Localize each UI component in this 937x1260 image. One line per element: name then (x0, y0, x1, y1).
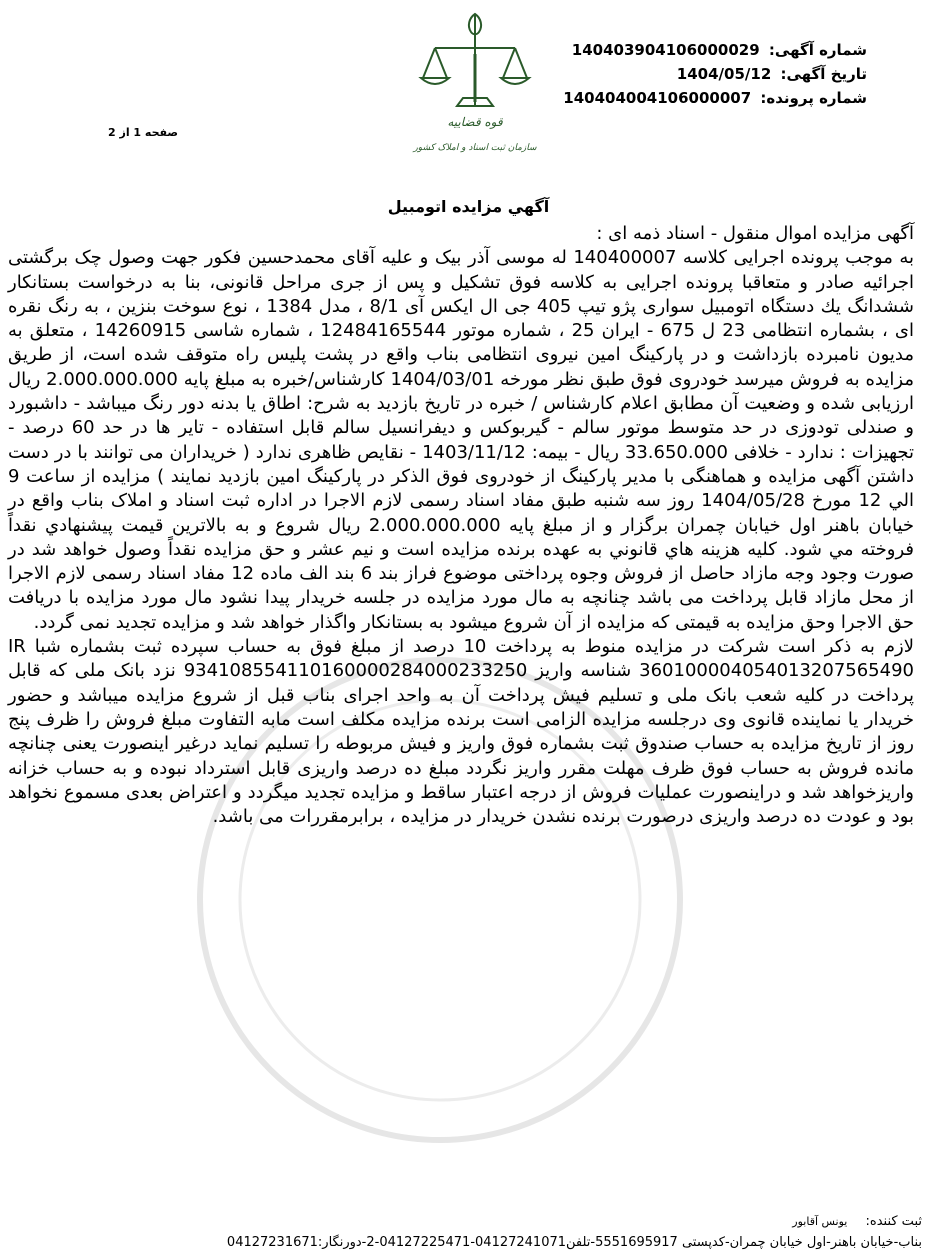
ad-date-row (567, 62, 867, 86)
notice-paragraph-1: به موجب پرونده اجرایی کلاسه 140400007 له موسی آذر بیک و علیه آقای محمدحسین فکور جهت وصول چک برگشتی اجرائیه صادر و متعاقبا پرونده اجرایی به کلاسه فوق تشکیل و پس از جری مراحل قانونی، بنا به درخواست بستانکار ششدانگ یك دستگاه اتومبیل سواری پژو تیپ 405 جی ال ایکس آی 8/1 ، مدل 1384 ، نوع سوخت بنزین ، به رنگ نقره ای ، بشماره انتظامی 23 ل 675 - ایران 25 ، شماره موتور 12484165544 ، شماره شاسی 14260915 ، متعلق به مدیون نامبرده بازداشت و در پارکینگ امین نیروی انتظامی بناب واقع در پشت پلیس راه متوقف شده است، از طریق مزایده به فروش میرسد خودروی فوق طبق نظر مورخه 1404/03/01 کارشناس/خبره به مبلغ پایه 2.000.000.000 ریال ارزیابی شده و وضعیت آن مطابق اعلام کارشناس / خبره در تاریخ بازدید به شرح: اطاق یا بدنه دور رنگ میباشد - داشبورد و صندلی تودوزی در حد متوسط موتور سالم - گیربوکس و دیفرانسیل سالم قابل استفاده - تایر ها در حد 60 درصد - تجهیزات : ندارد - خلافی 33.650.000 ریال - بیمه: 1403/11/12 - نقایص ظاهری ندارد ( خریداران می توانند با در دست داشتن آگهی مزایده و هماهنگی با مدیر پارکینگ از خودروی فوق الذکر در پارکینگ امین بازدید نمایند ) مزایده از ساعت 9 الي 12 مورخ 1404/05/28 روز سه شنبه طبق مفاد اسناد رسمی لازم الاجرا در اداره ثبت اسناد و املاک بناب واقع در خیابان باهنر اول خیابان چمران برگزار و از مبلغ پایه 2.000.000.000 ريال شروع و به بالاترين قيمت پيشنهادي نقداً فروخته مي شود. كليه هزينه هاي قانوني به عهده برنده مزايده است و نيم عشر و حق مزايده نقداً وصول خواهد شد در صورت وجود وجه مازاد حاصل از فروش وجوه پرداختی موضوع فراز بند 6 بند الف ماده 12 مفاد اسناد رسمی لازم الاجرا از محل مازاد قابل پرداخت می باشد چنانچه به مال مورد مزایده در جلسه خریدار پیدا نشود مال مورد مزایده با دریافت حق الاجرا وحق مزایده به قیمتی که مزایده از آن شروع میشود به بستانکار واگذار خواهد شد و مزایده تجدید نمی گردد. (8, 247, 914, 633)
registrar-row (12, 1214, 922, 1229)
registrar-label: ثبت کننده: (865, 1214, 922, 1229)
emblem-top-text: قوه قضاییه (447, 115, 503, 129)
registrar-name: یونس آقابور (792, 1215, 848, 1228)
notice-body (8, 222, 914, 829)
page-number: صفحه 1 از 2 (108, 126, 179, 139)
file-number-row (563, 86, 867, 110)
ad-number-row (567, 38, 867, 62)
ad-date-label: تاریخ آگهی: (780, 65, 867, 83)
file-number-value: 140404004106000007 (563, 89, 752, 107)
scales-of-justice-icon (395, 6, 555, 166)
ad-number-label: شماره آگهی: (768, 41, 867, 59)
judiciary-emblem-logo (395, 6, 555, 166)
emblem-bottom-text: سازمان ثبت اسناد و املاک کشور (413, 143, 537, 153)
notice-footer (12, 1214, 922, 1250)
ad-date-value: 1404/05/12 (676, 65, 772, 83)
office-address: بناب-خیابان باهنر-اول خیابان چمران-کدپستی 5551695917-تلفن04127241071-04127225471-2-دورنگار:04127231671 (226, 1235, 922, 1250)
notice-paragraph-2: لازم به ذکر است شرکت در مزایده منوط به پرداخت 10 درصد از مبلغ فوق به حساب سپرده ثبت بشماره شبا IR 360100004054013207565490 شناسه واریز 934108554110160000284000233250 نزد بانک ملی که قابل پرداخت در کلیه شعب بانک ملی و تسلیم فیش پرداخت آن به واحد اجرای بناب قبل از شروع مزایده میباشد و حضور خریدار یا نماینده قانوی وی درجلسه مزایده الزامی است برنده مزایده مکلف است مابه التفاوت مبلغ فروش را ظرف پنج روز از تاریخ مزایده به حساب صندوق ثبت بشماره فوق واریز و فیش مربوطه را تسلیم نماید درغیر اینصورت یعنی چنانچه مانده فروش به حساب فوق ظرف مهلت مقرر واریز نگردد مبلغ ده درصد واریزی قابل استرداد نبوده و به حساب خزانه واریزخواهد شد و دراینصورت عملیات فروش از درجه اعتبار ساقط و مزایده تجدید میگردد و اعتراض بعدی مسموع نخواهد بود و عودت ده درصد واریزی درصورت برنده نشدن خریدار در مزایده ، برابرمقررات می باشد. (8, 636, 914, 828)
notice-title: آگهي مزايده اتومبيل (387, 197, 550, 216)
ad-meta-block (563, 38, 867, 110)
notice-intro: آگهی مزایده اموال منقول - اسناد ذمه ای : (596, 223, 914, 244)
ad-number-value: 140403904106000029 (571, 41, 760, 59)
file-number-label: شماره پرونده: (760, 89, 867, 107)
